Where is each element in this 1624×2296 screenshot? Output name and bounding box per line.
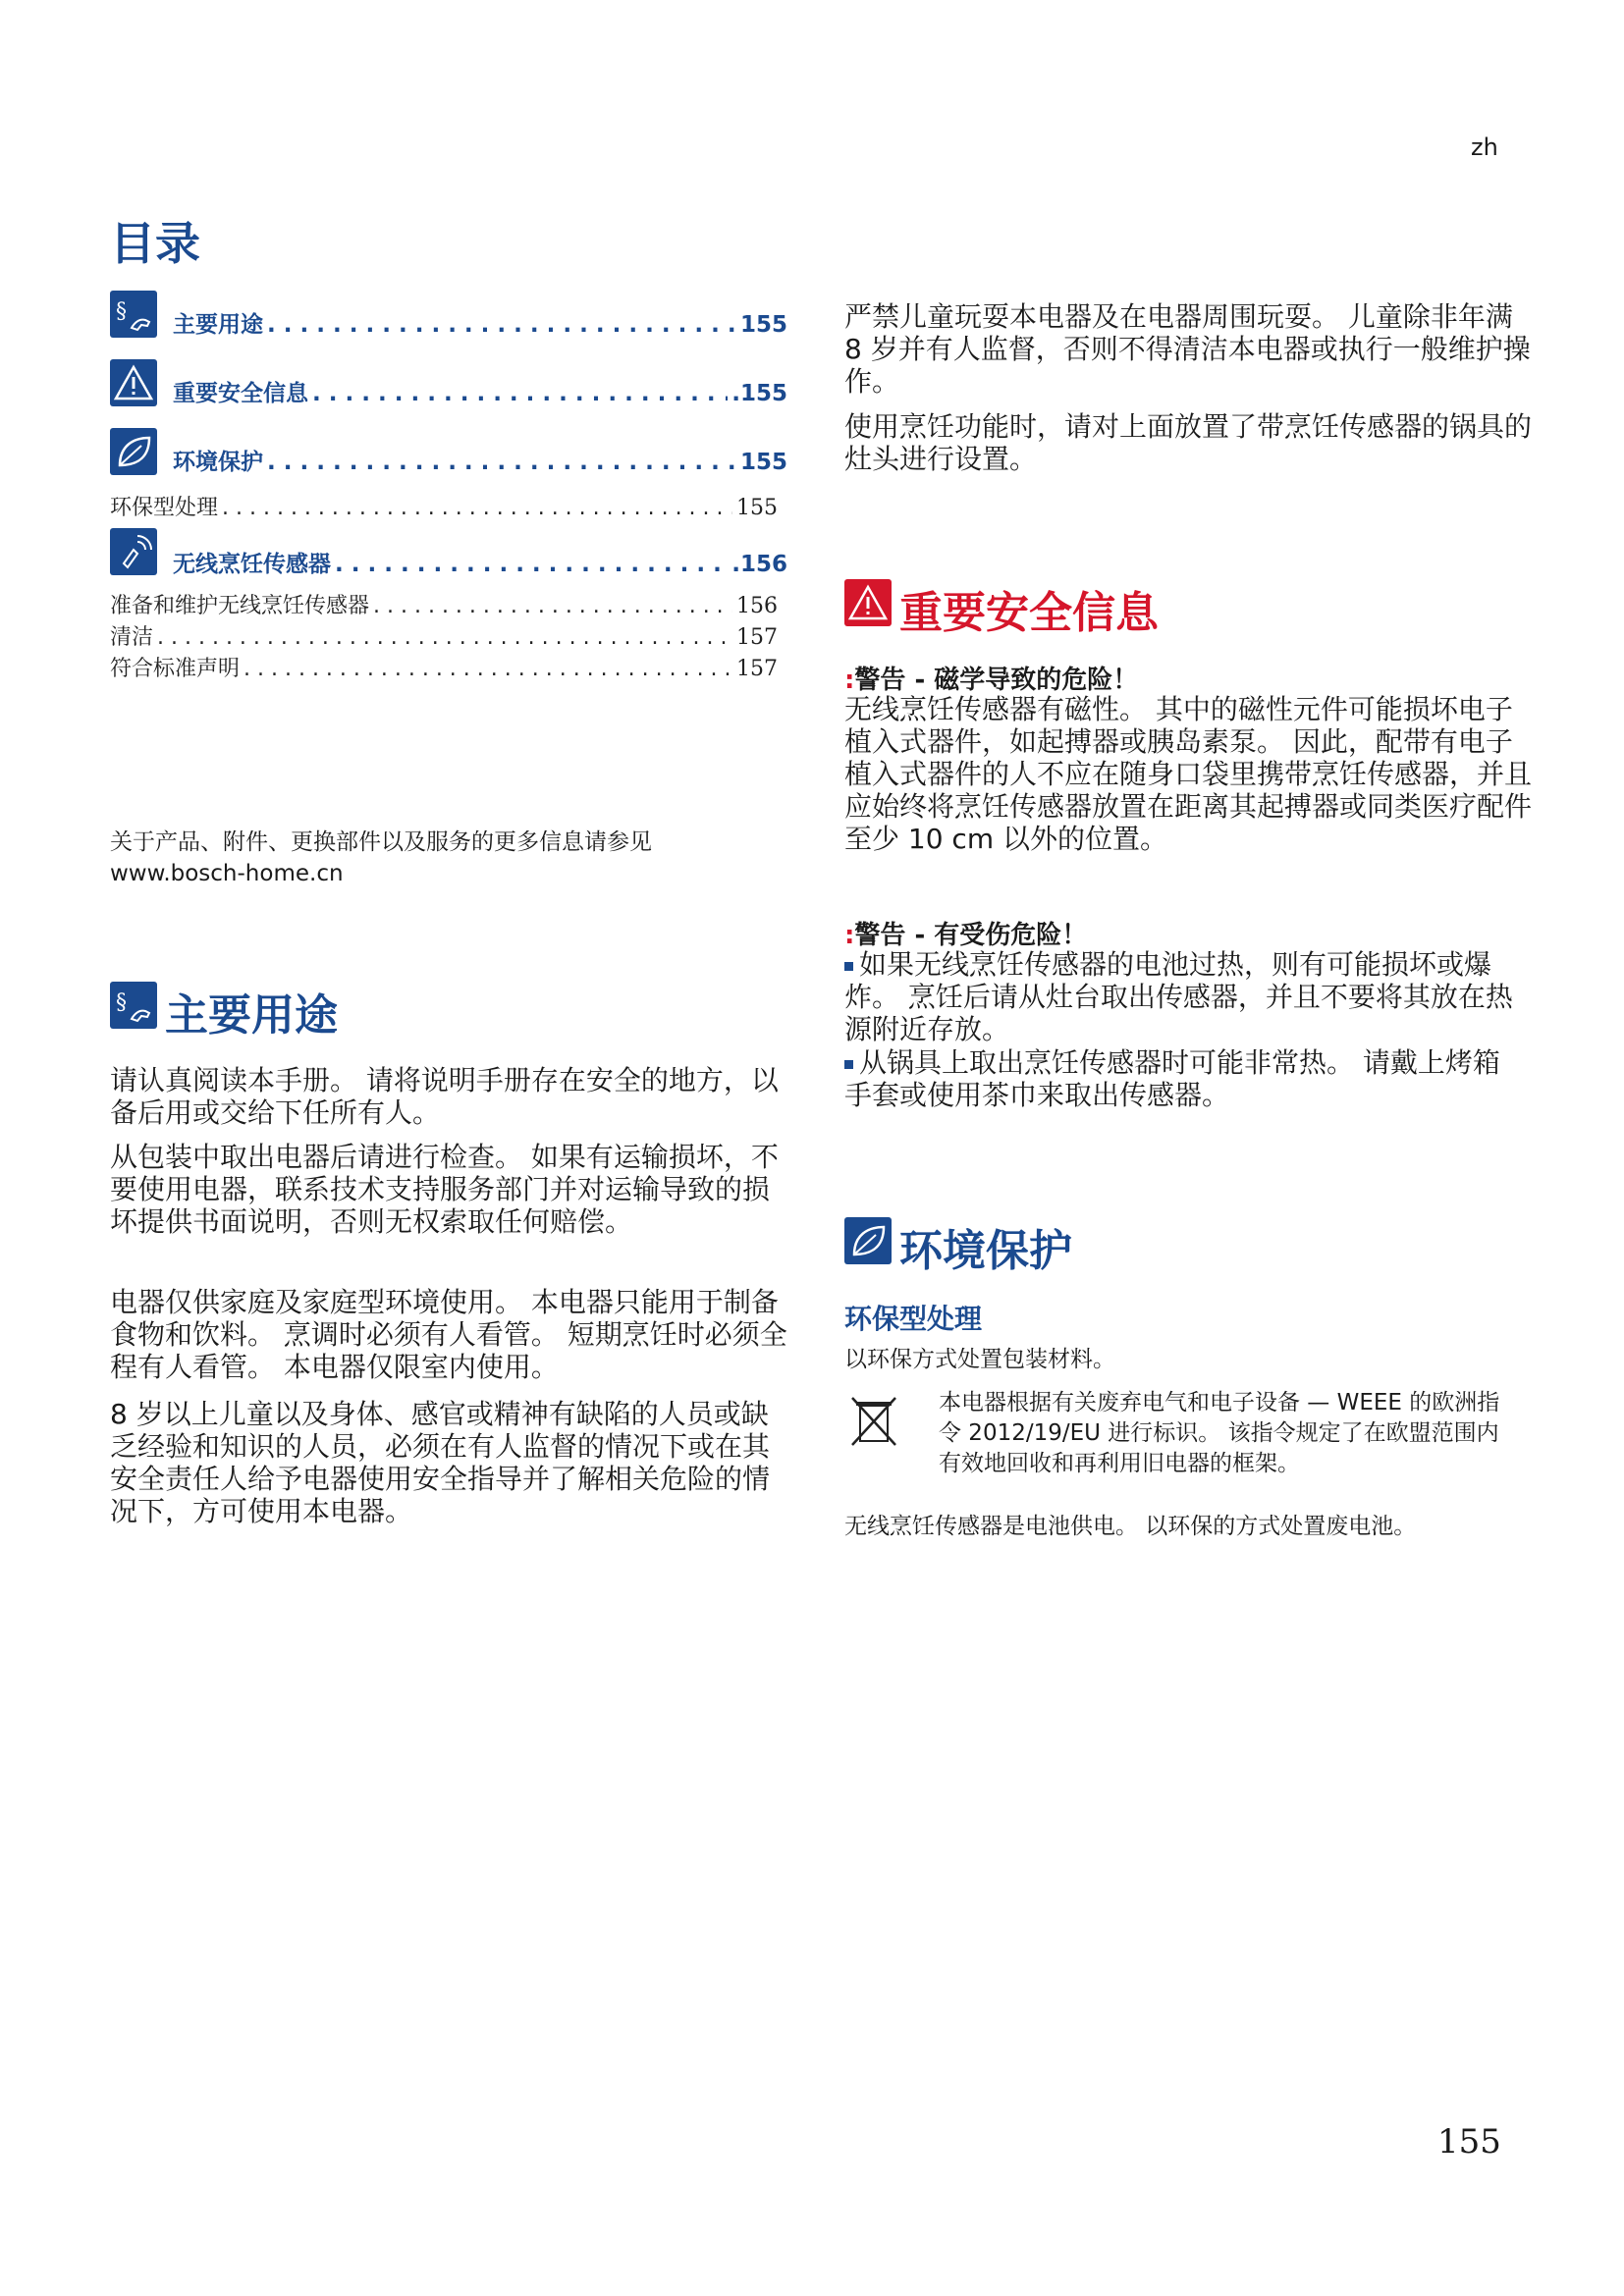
language-code: zh [1471,133,1498,161]
warning-bullet [844,948,1522,1045]
bullet-marker [844,1060,853,1069]
toc-entry-intended-use[interactable] [173,306,787,339]
warning-magnetism-text: 无线烹饪传感器有磁性。 其中的磁性元件可能损坏电子植入式器件，如起搏器或胰岛素泵。 因此，配带有电子植入式器件的人不应在随身口袋里携带烹饪传感器，并且应始终将烹饪传感器放置在距离其起搏器或同类医疗配件至少 10 cm 以外的位置。 [844,693,1533,855]
paragraph-hand-icon [110,982,157,1029]
safety-heading: 重要安全信息 [899,588,1159,638]
warning-magnetism-title [844,660,1138,696]
packaging-text: 以环保方式处置包装材料。 [844,1347,1115,1372]
more-info-text [110,827,797,889]
page-number: 155 [1437,2122,1501,2162]
bullet-text: 从锅具上取出烹饪传感器时可能非常热。 请戴上烤箱手套或使用茶巾来取出传感器。 [844,1046,1500,1111]
toc-entry-label: 环境保护 [173,450,263,475]
toc-subentry-disposal[interactable] [110,491,778,521]
warning-title-text: 警告 - 有受伤危险！ [854,921,1088,950]
cooking-sensor-paragraph: 使用烹饪功能时，请对上面放置了带烹饪传感器的锅具的灶头进行设置。 [844,410,1533,475]
svg-text:§: § [116,990,127,1015]
intended-use-heading: 主要用途 [165,990,338,1041]
intended-use-paragraph: 电器仅供家庭及家庭型环境使用。 本电器只能用于制备食物和饮料。 烹调时必须有人看管。 短期烹饪时必须全程有人看管。 本电器仅限室内使用。 [110,1286,787,1383]
warning-title-text: 警告 - 磁学导致的危险！ [854,666,1139,695]
toc-entry-label: 主要用途 [173,312,263,338]
warning-bullet [844,1046,1522,1111]
toc-subentry-page: 155 [736,496,778,520]
wireless-sensor-icon [110,528,157,575]
toc-subentry-page: 157 [736,657,778,681]
bullet-marker [844,962,853,971]
warning-triangle-icon [844,579,892,626]
toc-entry-label: 重要安全信息 [173,381,308,406]
toc-entry-environment[interactable] [173,444,787,476]
toc-subentry-page: 156 [736,594,778,618]
toc-subentry-label: 环保型处理 [110,496,219,520]
toc-subentry-label: 准备和维护无线烹饪传感器 [110,594,370,618]
website-link[interactable]: www.bosch-home.cn [110,861,344,886]
warning-triangle-icon [110,359,157,406]
intended-use-paragraph: 从包装中取出电器后请进行检查。 如果有运输损坏，不要使用电器，联系技术支持服务部门并对运输导致的损坏提供书面说明，否则无权索取任何赔偿。 [110,1141,779,1238]
warning-injury-title [844,915,1087,951]
warning-colon: : [844,921,855,950]
bullet-text: 如果无线烹饪传感器的电池过热，则有可能损坏或爆炸。 烹饪后请从灶台取出传感器，并且不要将其放在热源附近存放。 [844,948,1513,1045]
weee-text: 本电器根据有关废弃电气和电子设备 — WEEE 的欧洲指令 2012/19/EU 进行标识。 该指令规定了在欧盟范围内有效地回收和再利用旧电器的框架。 [939,1390,1500,1476]
leaf-icon [844,1217,892,1264]
battery-text: 无线烹饪传感器是电池供电。 以环保的方式处置废电池。 [844,1514,1417,1539]
toc-subentry-page: 157 [736,625,778,650]
toc-entry-label: 无线烹饪传感器 [173,552,331,577]
toc-entry-wireless-sensor[interactable] [173,546,787,578]
toc-subentry-prepare[interactable] [110,589,778,619]
paragraph-hand-icon [110,291,157,338]
toc-title: 目录 [110,217,200,270]
intended-use-paragraph: 请认真阅读本手册。 请将说明手册存在安全的地方，以备后用或交给下任所有人。 [110,1064,779,1129]
intended-use-paragraph: 8 岁以上儿童以及身体、感官或精神有缺陷的人员或缺乏经验和知识的人员，必须在有人监督的情况下或在其安全责任人给予电器使用安全指导并了解相关危险的情况下，方可使用本电器。 [110,1398,771,1527]
children-paragraph: 严禁儿童玩耍本电器及在电器周围玩耍。 儿童除非年满 8 岁并有人监督，否则不得清洁本电器或执行一般维护操作。 [844,300,1531,398]
toc-subentry-conformity[interactable] [110,652,778,682]
disposal-subheading: 环保型处理 [844,1303,983,1335]
environment-heading: 环境保护 [899,1226,1072,1276]
toc-entry-page: .155 [731,381,787,406]
toc-subentry-label: 清洁 [110,625,154,650]
toc-entry-page: .156 [731,552,787,577]
leaf-icon [110,428,157,475]
toc-entry-page: 155 [739,450,787,475]
weee-bin-icon [844,1392,903,1451]
toc-entry-safety[interactable] [173,375,787,407]
toc-subentry-label: 符合标准声明 [110,657,241,681]
warning-colon: : [844,666,855,695]
svg-text:§: § [116,299,127,324]
more-info-line: 关于产品、附件、更换部件以及服务的更多信息请参见 [110,829,652,855]
toc-entry-page: 155 [739,312,787,338]
toc-subentry-cleaning[interactable] [110,620,778,651]
